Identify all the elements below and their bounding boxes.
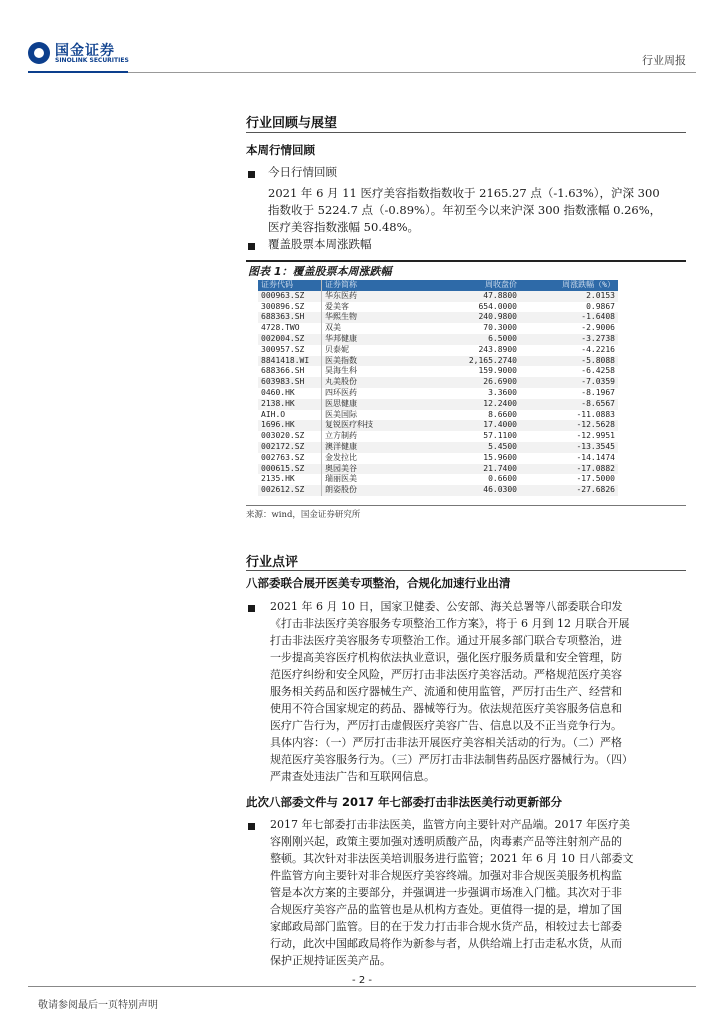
logo-mark-icon [28, 42, 50, 64]
table-cell: 688363.SH [258, 312, 322, 323]
table-cell: -13.3545 [520, 442, 618, 453]
table-row [258, 291, 618, 302]
disclaimer-note: 敬请参阅最后一页特别声明 [38, 1000, 158, 1011]
company-logo [28, 40, 138, 70]
table-row [258, 485, 618, 496]
table-cell: 周涨跌幅（%） [520, 280, 618, 291]
paragraph-line: 医疗广告行为，严厉打击虚假医疗美容广告、信息以及不正当竞争行为。 [270, 719, 622, 732]
table-row [258, 431, 618, 442]
table-cell: -14.1474 [520, 453, 618, 464]
table-row [258, 464, 618, 475]
bullet-coverage-stocks: 覆盖股票本周涨跌幅 [268, 237, 372, 251]
table-row [258, 453, 618, 464]
table-row [258, 345, 618, 356]
bullet-square-icon [248, 823, 255, 830]
table-cell: AIH.O [258, 410, 322, 421]
header-divider [28, 72, 696, 73]
table-cell: 57.1100 [418, 431, 520, 442]
table-cell: -12.5628 [520, 420, 618, 431]
logo-name-en: SINOLINK SECURITIES [55, 57, 129, 64]
paragraph-line: 保护正规持证医美产品。 [270, 954, 391, 967]
table-cell: 金发拉比 [322, 453, 419, 464]
table-row [258, 366, 618, 377]
paragraph-line: 具体内容：（一）严厉打击非法开展医疗美容相关活动的行为。（二）严格 [270, 736, 622, 749]
table-cell: 0460.HK [258, 388, 322, 399]
bullet-square-icon [248, 605, 255, 612]
table-cell: 17.4000 [418, 420, 520, 431]
table-cell: 15.9600 [418, 453, 520, 464]
subsection-title-weekly: 本周行情回顾 [246, 143, 315, 157]
table-cell: 2.0153 [520, 291, 618, 302]
table-row [258, 388, 618, 399]
table-cell: 300957.SZ [258, 345, 322, 356]
table-cell: -1.6408 [520, 312, 618, 323]
bullet-square-icon [248, 171, 255, 178]
table-cell: 002612.SZ [258, 485, 322, 496]
eight-ministries-paragraph [270, 598, 690, 785]
table-cell: 47.8800 [418, 291, 520, 302]
table-cell: 贝泰妮 [322, 345, 419, 356]
table-cell: -3.2738 [520, 334, 618, 345]
paragraph-line: 整顿。其次针对非法医美培训服务进行监管；2021 年 6 月 10 日八部委文 [270, 852, 634, 865]
table-cell: 603983.SH [258, 377, 322, 388]
paragraph-line: 严肃查处违法广告和互联网信息。 [270, 770, 435, 783]
table-cell: 医美国际 [322, 410, 419, 421]
paragraph-line: 一步提高美容医疗机构依法执业意识，强化医疗服务质量和安全管理，防 [270, 651, 622, 664]
table-cell: 2,165.2740 [418, 356, 520, 367]
table-cell: 四环医药 [322, 388, 419, 399]
paragraph-line: 指数收于 5224.7 点（-0.89%）。年初至今以来沪深 300 指数涨幅 0.26%， [268, 203, 662, 217]
table-cell: 证券代码 [258, 280, 322, 291]
paragraph-line: 行动，此次中国邮政局将作为新参与者，从供给端上打击走私水货，从而 [270, 937, 622, 950]
table-cell: 6.5000 [418, 334, 520, 345]
paragraph-line: 医疗美容指数涨幅 50.48%。 [268, 220, 420, 234]
table-row [258, 399, 618, 410]
table-cell: 159.9000 [418, 366, 520, 377]
table-cell: 医美指数 [322, 356, 419, 367]
paragraph-line: 2017 年七部委打击非法医美，监管方向主要针对产品端。2017 年医疗美 [270, 818, 630, 831]
table-cell: -7.0359 [520, 377, 618, 388]
heading-update-comparison: 此次八部委文件与 2017 年七部委打击非法医美行动更新部分 [246, 795, 563, 809]
paragraph-line: 范医疗纠纷和安全风险，严厉打击非法医疗美容活动。严格规范医疗美容 [270, 668, 622, 681]
table-cell: -8.6567 [520, 399, 618, 410]
paragraph-line: 使用不符合国家规定的药品、器械等行为。依法规范医疗美容服务信息和 [270, 702, 622, 715]
figure-source: 来源：wind，国金证券研究所 [246, 510, 361, 520]
table-cell: 654.0000 [418, 302, 520, 313]
table-cell: 243.8900 [418, 345, 520, 356]
section-title-commentary: 行业点评 [246, 555, 299, 570]
section-title-review: 行业回顾与展望 [246, 116, 338, 131]
figure-bottom-rule [246, 505, 686, 506]
section-rule [246, 570, 686, 571]
table-cell: 复锐医疗科技 [322, 420, 419, 431]
table-cell: 周收盘价 [418, 280, 520, 291]
table-cell: 300896.SZ [258, 302, 322, 313]
table-cell: 立方制药 [322, 431, 419, 442]
table-row [258, 323, 618, 334]
table-cell: 240.9800 [418, 312, 520, 323]
table-cell: -17.5000 [520, 474, 618, 485]
paragraph-line: 2021 年 6 月 10 日，国家卫健委、公安部、海关总署等八部委联合印发 [270, 600, 623, 613]
footer-divider [28, 986, 696, 987]
table-cell: 002763.SZ [258, 453, 322, 464]
table-cell: 70.3000 [418, 323, 520, 334]
table-cell: -2.9006 [520, 323, 618, 334]
table-cell: -5.8088 [520, 356, 618, 367]
table-cell: 丸美股份 [322, 377, 419, 388]
table-row [258, 442, 618, 453]
paragraph-line: 管是本次方案的主要部分，并强调进一步强调市场准入门槛。其次对于非 [270, 886, 622, 899]
table-cell: 2135.HK [258, 474, 322, 485]
table-row [258, 410, 618, 421]
table-row [258, 420, 618, 431]
table-cell: 爱美客 [322, 302, 419, 313]
table-cell: 朗姿股份 [322, 485, 419, 496]
table-cell: 华熙生物 [322, 312, 419, 323]
table-cell: 奥园美谷 [322, 464, 419, 475]
comparison-paragraph [270, 816, 690, 969]
table-cell: 688366.SH [258, 366, 322, 377]
table-cell: 5.4500 [418, 442, 520, 453]
table-cell: 8841418.WI [258, 356, 322, 367]
paragraph-line: 规范医疗美容服务行为。（三）严厉打击非法制售药品医疗器械行为。（四） [270, 753, 633, 766]
table-cell: 8.6600 [418, 410, 520, 421]
coverage-stocks-table [258, 280, 619, 496]
table-cell: 1696.HK [258, 420, 322, 431]
paragraph-line: 服务相关药品和医疗器械生产、流通和使用监管，严厉打击生产、经营和 [270, 685, 622, 698]
table-cell: 瑞丽医美 [322, 474, 419, 485]
table-cell: 21.7400 [418, 464, 520, 475]
table-cell: -17.0882 [520, 464, 618, 475]
table-cell: 2138.HK [258, 399, 322, 410]
paragraph-line: 容刚刚兴起，政策主要加强对透明质酸产品，肉毒素产品等注射剂产品的 [270, 835, 622, 848]
table-header-row [258, 280, 618, 291]
market-summary-paragraph [268, 185, 688, 236]
table-row [258, 302, 618, 313]
table-cell: -27.6826 [520, 485, 618, 496]
table-cell: -8.1967 [520, 388, 618, 399]
table-cell: -4.2216 [520, 345, 618, 356]
paragraph-line: 《打击非法医疗美容服务专项整治工作方案》，将于 6 月到 12 月联合开展 [270, 617, 630, 630]
table-cell: 4728.TWO [258, 323, 322, 334]
table-row [258, 377, 618, 388]
table-cell: 华东医药 [322, 291, 419, 302]
table-cell: -12.9951 [520, 431, 618, 442]
page-number: - 2 - [352, 975, 372, 986]
table-cell: -11.0883 [520, 410, 618, 421]
paragraph-line: 合规医疗美容产品的监管也是从机构方查处。更值得一提的是，增加了国 [270, 903, 622, 916]
table-cell: -6.4258 [520, 366, 618, 377]
table-cell: 003020.SZ [258, 431, 322, 442]
paragraph-line: 件监管方向主要针对非合规医疗美容终端。加强对非合规医美服务机构监 [270, 869, 622, 882]
header-accent-bar [28, 71, 128, 73]
table-cell: 0.9867 [520, 302, 618, 313]
table-row [258, 334, 618, 345]
bullet-square-icon [248, 243, 255, 250]
table-cell: 医思健康 [322, 399, 419, 410]
paragraph-line: 家邮政局部门监管。目的在于发力打击非合规水货产品，相较过去七部委 [270, 920, 622, 933]
section-rule [246, 132, 686, 133]
table-row [258, 474, 618, 485]
figure-title: 图表 1：覆盖股票本周涨跌幅 [248, 265, 392, 278]
table-cell: 华邦健康 [322, 334, 419, 345]
paragraph-line: 2021 年 6 月 11 医疗美容指数指数收于 2165.27 点（-1.63%），沪深 300 [268, 186, 660, 200]
table-cell: 26.6900 [418, 377, 520, 388]
bullet-daily-review: 今日行情回顾 [268, 165, 337, 179]
logo-name-cn: 国金证券 [55, 43, 115, 59]
table-cell: 证券简称 [322, 280, 419, 291]
table-cell: 澳洋健康 [322, 442, 419, 453]
table-cell: 000963.SZ [258, 291, 322, 302]
table-cell: 002004.SZ [258, 334, 322, 345]
table-cell: 46.0300 [418, 485, 520, 496]
figure-top-rule [246, 260, 686, 262]
table-cell: 002172.SZ [258, 442, 322, 453]
table-cell: 3.3600 [418, 388, 520, 399]
table-row [258, 312, 618, 323]
report-type-label: 行业周报 [642, 54, 686, 67]
table-cell: 双美 [322, 323, 419, 334]
heading-eight-ministries: 八部委联合展开医美专项整治，合规化加速行业出清 [246, 576, 511, 590]
table-cell: 昊海生科 [322, 366, 419, 377]
table-cell: 000615.SZ [258, 464, 322, 475]
paragraph-line: 打击非法医疗美容服务专项整治工作。通过开展多部门联合专项整治，进 [270, 634, 622, 647]
table-row [258, 356, 618, 367]
table-cell: 12.2400 [418, 399, 520, 410]
table-cell: 0.6600 [418, 474, 520, 485]
